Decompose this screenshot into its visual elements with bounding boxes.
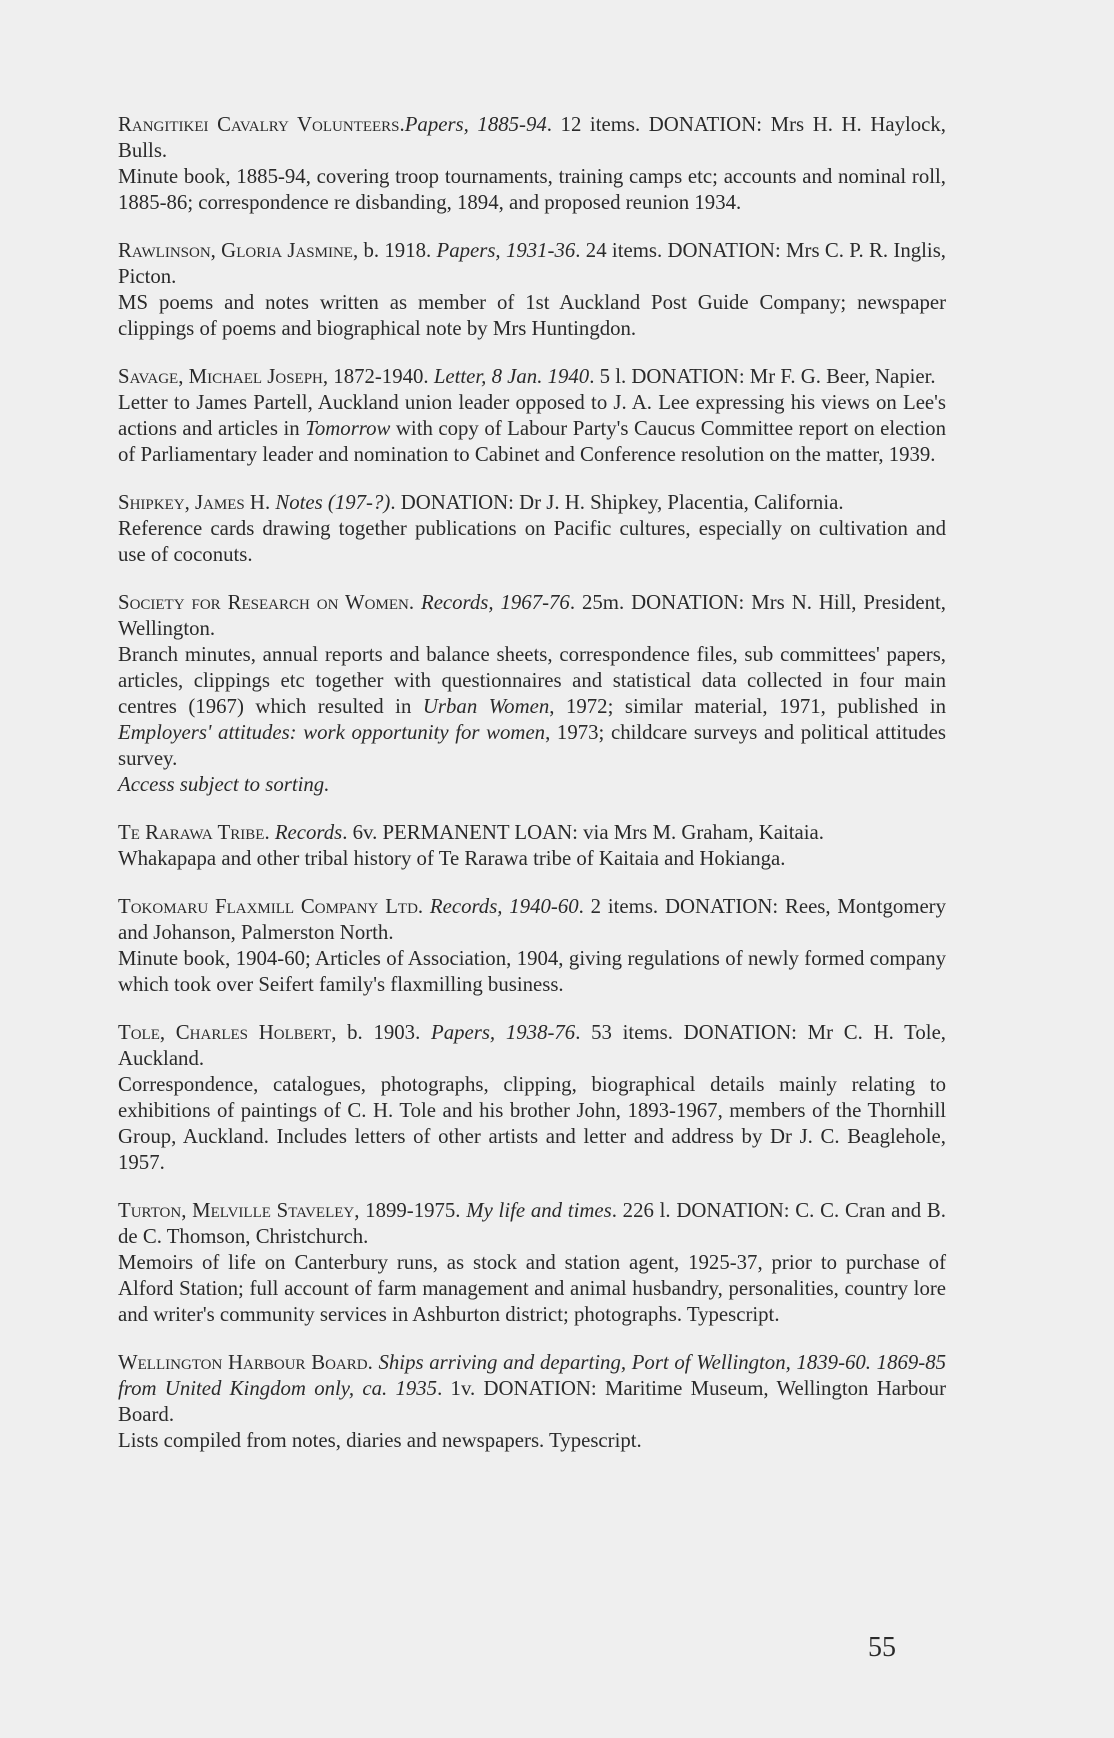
entry-description: Correspondence, catalogues, photographs, clipping, biographical details mainly relating to exhibitions of paintings of C. H. Tole and his brother John, 1893-1967, members of the Thornhill Group, Auckland. Includes letters of other artists and letter and address by Dr J. C. Beaglehole, 1957.	[118, 1073, 946, 1174]
entry-name-tail: .	[264, 491, 276, 514]
entry-name-tail: , b. 1903.	[331, 1021, 432, 1044]
entry-heading	[118, 112, 946, 164]
entry-source: : Dr J. H. Shipkey, Placentia, California.	[508, 491, 844, 514]
entry-title: Papers, 1885-94	[404, 113, 547, 136]
entry-title: My life and times	[466, 1199, 612, 1222]
entry-source: : Mrs H. H. Haylock, Bulls.	[118, 113, 946, 162]
entry-source-label: DONATION	[648, 113, 757, 136]
entry-heading	[118, 1350, 946, 1428]
entry-extent: . 25m.	[569, 591, 632, 614]
entry-name-tail: .	[417, 895, 430, 918]
entry-name: Tole, Charles Holbert	[118, 1021, 332, 1044]
description-part: , 1972; similar material, 1971, published in	[549, 695, 947, 718]
entry-source-label: DONATION	[664, 895, 773, 918]
catalogue-entry	[118, 490, 946, 568]
entry-source: : Mr C. H. Tole, Auckland.	[118, 1021, 947, 1070]
entry-heading	[118, 490, 946, 516]
entry-title: Letter, 8 Jan. 1940	[433, 365, 590, 388]
entry-source: : Mrs C. P. R. Inglis, Picton.	[118, 239, 947, 288]
entry-source: : Maritime Museum, Wellington Harbour Board.	[118, 1377, 946, 1426]
entry-access-note: Access subject to sorting.	[118, 773, 330, 796]
entry-source-label: DONATION	[667, 239, 775, 262]
entry-source: : Rees, Montgomery and Johanson, Palmerston North.	[118, 895, 946, 944]
entry-title: Records, 1967-76	[420, 591, 570, 614]
page-content	[118, 112, 946, 1476]
entry-source: : Mr F. G. Beer, Napier.	[738, 365, 936, 388]
entry-source-label: DONATION	[631, 365, 739, 388]
entry-description: Lists compiled from notes, diaries and newspapers. Typescript.	[118, 1429, 642, 1452]
entry-source: : C. C. Cran and B. de C. Thomson, Christchurch.	[118, 1199, 946, 1248]
entry-heading	[118, 590, 946, 642]
entry-name: Turton, Melville Staveley	[118, 1199, 355, 1222]
entry-name: Tokomaru Flaxmill Company Ltd	[118, 895, 418, 918]
entry-extent: . 226 l.	[611, 1199, 677, 1222]
description-part-italic: Employers' attitudes: work opportunity for women	[118, 721, 546, 744]
entry-description: Memoirs of life on Canterbury runs, as stock and station agent, 1925-37, prior to purchase of Alford Station; full account of farm management and animal husbandry, personalities, country lore and writer's community services in Ashburton district; photographs. Typescript.	[118, 1251, 946, 1326]
entry-name: Rangitikei Cavalry Volunteers	[118, 113, 400, 136]
entry-heading	[118, 364, 946, 390]
description-part: , 1973; childcare surveys and political attitudes survey.	[118, 721, 946, 770]
entry-source-label: DONATION	[683, 1021, 792, 1044]
catalogue-entry	[118, 590, 946, 798]
entry-title: Papers, 1938-76	[431, 1021, 576, 1044]
entry-extent: .	[390, 491, 401, 514]
entry-extent: . 24 items.	[575, 239, 668, 262]
entry-name-tail: , 1872-1940.	[322, 365, 434, 388]
description-part: Letter to James Partell, Auckland union leader opposed to J. A. Lee expressing his views on Lee's actions and articles in	[118, 391, 946, 440]
entry-name-tail: .	[408, 591, 421, 614]
entry-source: : Mrs N. Hill, President, Wellington.	[118, 591, 946, 640]
entry-extent: . 53 items.	[575, 1021, 684, 1044]
entry-extent: . 5 l.	[589, 365, 632, 388]
entry-name: Shipkey, James H	[118, 491, 265, 514]
description-part: with copy of Labour Party's Caucus Committee report on election of Parliamentary leader and nomination to Cabinet and Conference resolution on the matter, 1939.	[118, 417, 946, 466]
entry-description	[118, 642, 946, 772]
entry-heading	[118, 238, 946, 290]
entry-name-tail: .	[399, 113, 405, 136]
catalogue-entry	[118, 1198, 946, 1328]
page-number: 55	[868, 1632, 896, 1663]
entry-name: Wellington Harbour Board	[118, 1351, 368, 1374]
entry-description: Minute book, 1904-60; Articles of Association, 1904, giving regulations of newly formed company which took over Seifert family's flaxmilling business.	[118, 947, 946, 996]
entry-title: Notes (197-?)	[275, 491, 391, 514]
entry-title: Records	[274, 821, 343, 844]
entry-source-label: PERMANENT LOAN	[382, 821, 573, 844]
entry-title: Papers, 1931-36	[436, 239, 576, 262]
catalogue-entry	[118, 1020, 946, 1176]
entry-title: Ships arriving and departing, Port of Wellington, 1839-60. 1869-85 from United Kingdom only, ca. 1935	[118, 1351, 946, 1400]
catalogue-entry	[118, 1350, 946, 1454]
entry-heading	[118, 820, 946, 846]
entry-name: Rawlinson, Gloria Jasmine	[118, 239, 353, 262]
catalogue-entry	[118, 820, 946, 872]
entry-source: : via Mrs M. Graham, Kaitaia.	[572, 821, 824, 844]
catalogue-entry	[118, 364, 946, 468]
entry-name-tail: , 1899-1975.	[354, 1199, 467, 1222]
entry-description: Minute book, 1885-94, covering troop tournaments, training camps etc; accounts and nominal roll, 1885-86; correspondence re disbanding, 1894, and proposed reunion 1934.	[118, 165, 946, 214]
entry-source-label: DONATION	[400, 491, 509, 514]
entry-name: Te Rarawa Tribe	[118, 821, 265, 844]
entry-name-tail: .	[264, 821, 275, 844]
entry-source-label: DONATION	[483, 1377, 591, 1400]
entry-name: Savage, Michael Joseph	[118, 365, 323, 388]
description-part: Branch minutes, annual reports and balance sheets, correspondence files, sub committees' papers, articles, clippings etc together with questionnaires and statistical data collected in four main centres (1967) which resulted in	[118, 643, 946, 718]
description-part-italic: Tomorrow	[305, 417, 391, 440]
entry-name: Society for Research on Women	[118, 591, 409, 614]
entry-description: Whakapapa and other tribal history of Te Rarawa tribe of Kaitaia and Hokianga.	[118, 847, 786, 870]
entry-heading	[118, 1020, 946, 1072]
entry-description: MS poems and notes written as member of 1st Auckland Post Guide Company; newspaper clippings of poems and biographical note by Mrs Huntingdon.	[118, 291, 946, 340]
entry-extent: . 12 items.	[546, 113, 649, 136]
entry-name-tail: .	[367, 1351, 379, 1374]
entry-description	[118, 390, 946, 468]
entry-source-label: DONATION	[676, 1199, 784, 1222]
catalogue-entry	[118, 112, 946, 216]
entry-title: Records, 1940-60	[429, 895, 579, 918]
catalogue-entry	[118, 238, 946, 342]
entry-description: Reference cards drawing together publications on Pacific cultures, especially on cultivation and use of coconuts.	[118, 517, 946, 566]
entry-extent: . 1v.	[437, 1377, 484, 1400]
entry-extent: . 2 items.	[578, 895, 665, 918]
entry-source-label: DONATION	[631, 591, 739, 614]
description-part-italic: Urban Women	[422, 695, 550, 718]
entry-name-tail: , b. 1918.	[352, 239, 437, 262]
catalogue-entry	[118, 894, 946, 998]
entry-extent: . 6v.	[342, 821, 383, 844]
entry-heading	[118, 894, 946, 946]
entry-heading	[118, 1198, 946, 1250]
